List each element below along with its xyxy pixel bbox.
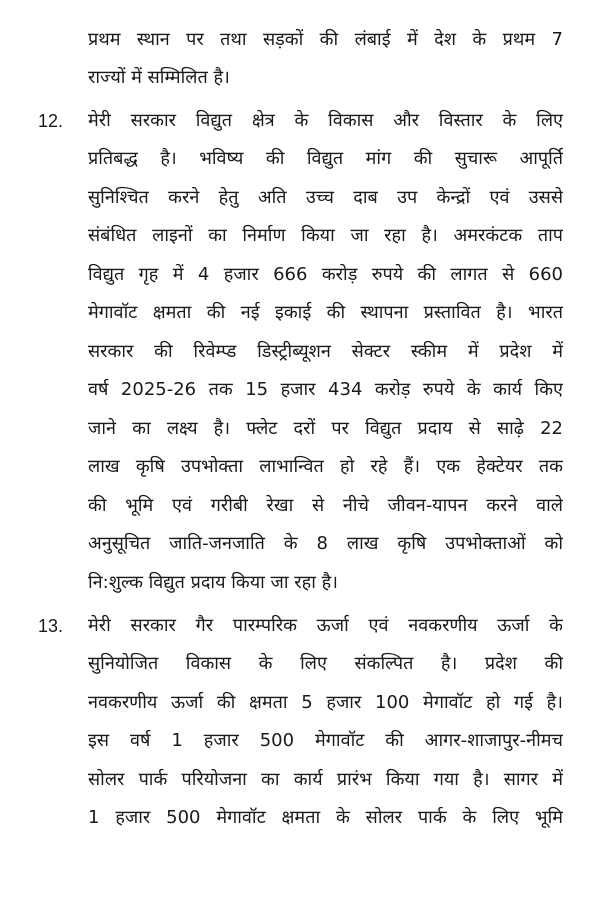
- paragraph-line: वर्ष 2025-26 तक 15 हजार 434 करोड़ रुपये के कार्य किए: [88, 379, 563, 400]
- paragraph-number: 13.: [38, 616, 64, 636]
- paragraph-line: नि:शुल्क विद्युत प्रदाय किया जा रहा है।: [88, 572, 338, 593]
- paragraph-line: सरकार की रिवेम्प्ड डिस्ट्रीब्यूशन सेक्टर स्कीम में प्रदेश में: [88, 341, 563, 362]
- paragraph-line: नवकरणीय ऊर्जा की क्षमता 5 हजार 100 मेगावॉट हो गई है।: [88, 692, 563, 713]
- paragraph-line: मेगावॉट क्षमता की नई इकाई की स्थापना प्रस्तावित है। भारत: [88, 302, 563, 323]
- paragraph-line: सुनियोजित विकास के लिए संकल्पित है। प्रदेश की: [88, 653, 563, 674]
- paragraph-line: राज्यों में सम्मिलित है।: [88, 67, 230, 88]
- paragraph-line: 1 हजार 500 मेगावॉट क्षमता के सोलर पार्क के लिए भूमि: [88, 807, 563, 828]
- paragraph-number: 12.: [38, 111, 64, 131]
- paragraph-line: सुनिश्चित करने हेतु अति उच्च दाब उप केन्द्रों एवं उससे: [88, 187, 563, 208]
- paragraph-line: संबंधित लाइनों का निर्माण किया जा रहा है। अमरकंटक ताप: [88, 225, 563, 246]
- paragraph-line: सोलर पार्क परियोजना का कार्य प्रारंभ किया गया है। सागर में: [88, 769, 563, 790]
- paragraph-line: मेरी सरकार गैर पारम्परिक ऊर्जा एवं नवकरणीय ऊर्जा के: [88, 615, 563, 636]
- paragraph-line: प्रतिबद्ध है। भविष्य की विद्युत मांग की सुचारू आपूर्ति: [88, 148, 563, 169]
- paragraph-line: अनुसूचित जाति-जनजाति के 8 लाख कृषि उपभोक्ताओं को: [88, 533, 563, 554]
- paragraph-line: प्रथम स्थान पर तथा सड़कों की लंबाई में देश के प्रथम 7: [88, 29, 563, 50]
- paragraph-line: विद्युत गृह में 4 हजार 666 करोड़ रुपये की लागत से 660: [88, 264, 563, 285]
- paragraph-line: मेरी सरकार विद्युत क्षेत्र के विकास और विस्तार के लिए: [88, 110, 563, 131]
- paragraph-line: की भूमि एवं गरीबी रेखा से नीचे जीवन-यापन करने वाले: [88, 495, 563, 516]
- paragraph-line: लाख कृषि उपभोक्ता लाभान्वित हो रहे हैं। एक हेक्टेयर तक: [88, 456, 563, 477]
- paragraph-line: इस वर्ष 1 हजार 500 मेगावॉट की आगर-शाजापुर-नीमच: [88, 730, 563, 751]
- paragraph-line: जाने का लक्ष्य है। फ्लेट दरों पर विद्युत प्रदाय से साढ़े 22: [88, 418, 563, 439]
